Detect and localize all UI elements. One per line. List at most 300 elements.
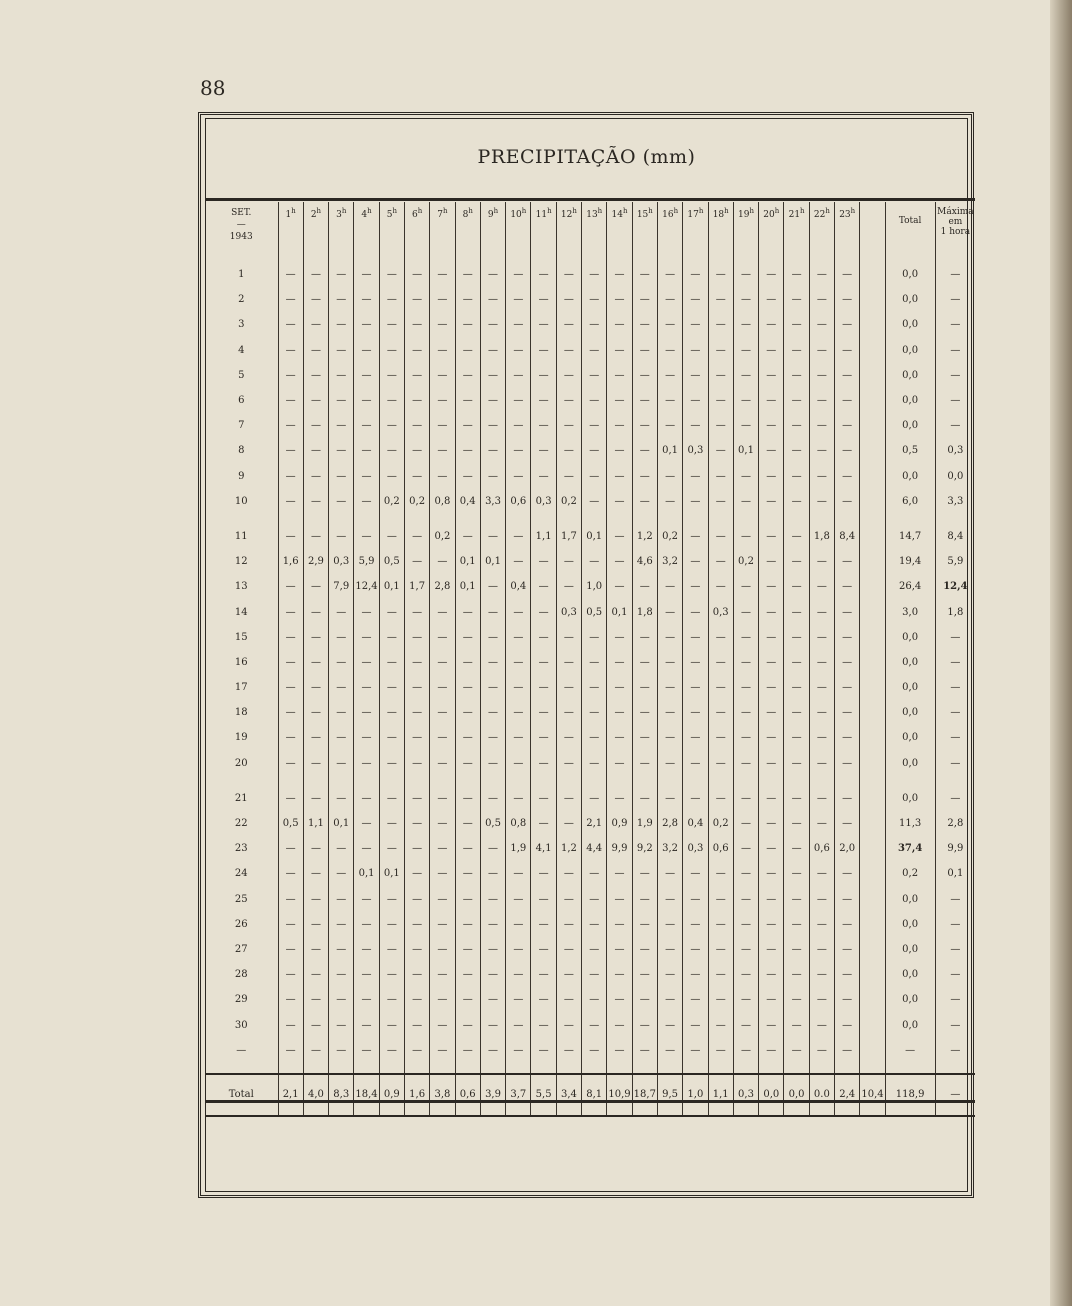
hour-value-cell: 0,6 [809, 836, 834, 861]
hour-value-cell: — [809, 549, 834, 574]
table-row [205, 489, 975, 514]
hour-value-cell-blank [860, 786, 885, 811]
hour-value-cell: — [607, 887, 632, 912]
daily-total-cell: 0,0 [885, 962, 935, 987]
hour-value-cell: — [683, 861, 708, 886]
hour-value-cell: — [657, 1038, 682, 1063]
hour-value-cell: — [607, 1012, 632, 1037]
hour-value-cell: 4,6 [632, 549, 657, 574]
hour-value-cell: — [379, 312, 404, 337]
hour-value-cell: — [278, 524, 303, 549]
hour-value-cell: — [379, 438, 404, 463]
totals-max-cell: — [935, 1074, 975, 1116]
daily-total-cell: 0,0 [885, 1012, 935, 1037]
hour-value-cell: — [531, 912, 556, 937]
day-cell: 11 [234, 530, 248, 542]
hour-value-cell: — [733, 887, 758, 912]
hour-value-cell: — [354, 464, 379, 489]
hour-value-cell: — [759, 1012, 784, 1037]
hour-value-cell: — [430, 887, 455, 912]
hour-value-cell: — [759, 338, 784, 363]
hour-value-cell: 0,2 [430, 524, 455, 549]
hour-value-cell: — [506, 912, 531, 937]
hour-value-cell: — [582, 700, 607, 725]
hour-value-cell: — [759, 836, 784, 861]
hour-value-cell: — [354, 625, 379, 650]
hour-value-cell: — [430, 625, 455, 650]
hour-value-cell: — [556, 338, 581, 363]
hour-value-cell: — [556, 786, 581, 811]
hour-value-cell: — [480, 262, 505, 287]
hour-value-cell: — [531, 574, 556, 599]
day-cell: — [236, 1044, 247, 1056]
hour-value-cell: — [379, 287, 404, 312]
hour-value-cell: — [809, 751, 834, 776]
day-cell: 26 [234, 918, 248, 930]
hour-value-cell: — [809, 912, 834, 937]
hour-value-cell: — [278, 413, 303, 438]
hour-value-cell: — [556, 1038, 581, 1063]
hour-value-cell: 0,1 [354, 861, 379, 886]
hour-value-cell: — [683, 962, 708, 987]
hour-value-cell: — [759, 262, 784, 287]
hour-value-cell: — [607, 524, 632, 549]
hour-value-cell-blank [860, 363, 885, 388]
hour-value-cell: — [657, 912, 682, 937]
hour-value-cell: — [708, 887, 733, 912]
hour-value-cell: — [835, 675, 860, 700]
hour-value-cell: — [278, 363, 303, 388]
hour-value-cell: — [784, 1038, 809, 1063]
hour-value-cell: — [379, 811, 404, 836]
hour-value-cell: — [582, 786, 607, 811]
hour-value-cell: — [556, 464, 581, 489]
hour-value-cell: — [480, 287, 505, 312]
hour-value-cell: — [278, 574, 303, 599]
hour-value-cell: — [354, 1038, 379, 1063]
hour-value-cell: — [733, 363, 758, 388]
hour-value-cell: — [531, 675, 556, 700]
header-total: Total [885, 202, 935, 262]
hour-total-cell: 0,3 [733, 1074, 758, 1116]
hour-value-cell: — [531, 312, 556, 337]
hour-value-cell: — [582, 861, 607, 886]
table-row [205, 937, 975, 962]
hour-value-cell-blank [860, 574, 885, 599]
hour-value-cell: 0,3 [556, 599, 581, 624]
hour-value-cell: — [632, 937, 657, 962]
daily-total-cell: 3,0 [885, 599, 935, 624]
hour-value-cell: — [733, 987, 758, 1012]
hour-value-cell: — [657, 464, 682, 489]
daily-total-cell: 26,4 [885, 574, 935, 599]
hour-value-cell: — [455, 363, 480, 388]
hour-value-cell: — [835, 574, 860, 599]
hour-value-cell-blank [860, 1012, 885, 1037]
hour-value-cell: — [657, 650, 682, 675]
hour-value-cell-blank [860, 1038, 885, 1063]
hour-value-cell: — [480, 388, 505, 413]
hour-value-cell: — [733, 811, 758, 836]
hour-value-cell: — [733, 312, 758, 337]
hour-value-cell: — [733, 388, 758, 413]
hour-value-cell: — [278, 599, 303, 624]
hour-value-cell: — [404, 388, 429, 413]
daily-total-cell: 0,0 [885, 363, 935, 388]
hour-value-cell: — [607, 650, 632, 675]
hour-value-cell: — [430, 811, 455, 836]
hour-total-cell: 1,6 [404, 1074, 429, 1116]
hour-value-cell: — [708, 388, 733, 413]
hour-value-cell: — [809, 625, 834, 650]
hour-value-cell: — [278, 650, 303, 675]
hour-value-cell: — [683, 599, 708, 624]
row-spacer [205, 514, 975, 524]
hour-value-cell: — [784, 489, 809, 514]
daily-total-cell: 0,0 [885, 312, 935, 337]
hour-value-cell: — [329, 861, 354, 886]
hour-value-cell: — [303, 962, 328, 987]
hour-value-cell: — [303, 650, 328, 675]
hour-value-cell: — [303, 751, 328, 776]
hour-value-cell: — [733, 861, 758, 886]
hour-value-cell: — [607, 751, 632, 776]
precipitation-table [205, 202, 975, 1117]
daily-max-cell: — [935, 388, 975, 413]
daily-max-cell: 9,9 [935, 836, 975, 861]
hour-value-cell: — [784, 262, 809, 287]
hour-value-cell: — [278, 786, 303, 811]
hour-value-cell: 1,7 [556, 524, 581, 549]
daily-max-cell: — [935, 887, 975, 912]
hour-value-cell: — [632, 861, 657, 886]
hour-value-cell: 1,9 [632, 811, 657, 836]
hour-value-cell: — [556, 811, 581, 836]
hour-value-cell: — [657, 937, 682, 962]
hour-value-cell: — [278, 287, 303, 312]
hour-value-cell: — [506, 599, 531, 624]
hour-value-cell: — [759, 549, 784, 574]
hour-value-cell: — [379, 786, 404, 811]
hour-value-cell: — [404, 962, 429, 987]
hour-value-cell: — [404, 524, 429, 549]
totals-row [205, 1074, 975, 1116]
hour-value-cell: 0,6 [506, 489, 531, 514]
hour-value-cell: — [632, 700, 657, 725]
header-hour-6: 6$^h$ [404, 202, 429, 262]
hour-value-cell: — [733, 751, 758, 776]
hour-value-cell: 0,5 [480, 811, 505, 836]
hour-value-cell: 0,2 [556, 489, 581, 514]
hour-value-cell: — [354, 338, 379, 363]
hour-value-cell: — [430, 599, 455, 624]
hour-value-cell: — [582, 962, 607, 987]
hour-value-cell: — [354, 725, 379, 750]
hour-value-cell: — [835, 287, 860, 312]
hour-value-cell: 9,2 [632, 836, 657, 861]
hour-value-cell: — [759, 363, 784, 388]
hour-value-cell: — [278, 937, 303, 962]
table-row [205, 549, 975, 574]
table-header-row [205, 202, 975, 262]
hour-value-cell: — [379, 625, 404, 650]
hour-value-cell: — [329, 489, 354, 514]
hour-value-cell: 0,4 [455, 489, 480, 514]
hour-value-cell: 0,6 [708, 836, 733, 861]
hour-total-cell: 0,9 [379, 1074, 404, 1116]
table-row [205, 987, 975, 1012]
day-cell: 25 [234, 893, 248, 905]
table-row [205, 574, 975, 599]
hour-value-cell: — [278, 1012, 303, 1037]
hour-value-cell: — [809, 887, 834, 912]
hour-value-cell: — [835, 312, 860, 337]
hour-value-cell: — [329, 599, 354, 624]
hour-value-cell: — [683, 489, 708, 514]
hour-value-cell: 0,9 [607, 811, 632, 836]
hour-value-cell: — [506, 524, 531, 549]
hour-value-cell: — [607, 725, 632, 750]
day-cell: 27 [234, 943, 248, 955]
daily-max-cell: 0,3 [935, 438, 975, 463]
hour-value-cell: — [303, 413, 328, 438]
hour-value-cell: — [835, 937, 860, 962]
hour-value-cell: — [354, 836, 379, 861]
daily-total-cell: 0,0 [885, 413, 935, 438]
hour-value-cell: — [404, 1012, 429, 1037]
hour-total-cell: 1,0 [683, 1074, 708, 1116]
hour-total-cell: 2,1 [278, 1074, 303, 1116]
hour-value-cell: — [835, 599, 860, 624]
hour-value-cell: — [809, 574, 834, 599]
hour-value-cell: — [506, 287, 531, 312]
hour-value-cell: — [303, 388, 328, 413]
hour-value-cell-blank [860, 811, 885, 836]
hour-value-cell: — [430, 413, 455, 438]
hour-value-cell: — [733, 1038, 758, 1063]
hour-value-cell: — [531, 464, 556, 489]
hour-total-cell: 18,7 [632, 1074, 657, 1116]
hour-value-cell: — [278, 700, 303, 725]
hour-value-cell: — [379, 650, 404, 675]
hour-value-cell: 1,2 [556, 836, 581, 861]
hour-value-cell: — [556, 912, 581, 937]
hour-value-cell: — [430, 786, 455, 811]
hour-value-cell: — [354, 599, 379, 624]
hour-value-cell: — [582, 363, 607, 388]
hour-value-cell: — [354, 438, 379, 463]
hour-value-cell: — [708, 287, 733, 312]
hour-value-cell: — [480, 912, 505, 937]
day-cell: 23 [234, 843, 248, 855]
hour-value-cell: — [354, 937, 379, 962]
daily-total-cell: — [885, 1038, 935, 1063]
hour-value-cell: — [404, 836, 429, 861]
hour-value-cell: — [506, 464, 531, 489]
hour-value-cell: 0,5 [278, 811, 303, 836]
hour-value-cell: — [809, 287, 834, 312]
hour-value-cell: — [531, 751, 556, 776]
hour-value-cell: — [354, 887, 379, 912]
hour-value-cell: — [607, 338, 632, 363]
table-title: PRECIPITAÇÃO (mm) [477, 146, 696, 168]
hour-value-cell: — [430, 312, 455, 337]
daily-max-cell: 3,3 [935, 489, 975, 514]
hour-value-cell: 0,8 [506, 811, 531, 836]
hour-value-cell: — [556, 1012, 581, 1037]
hour-value-cell: — [379, 912, 404, 937]
hour-value-cell: 2,8 [430, 574, 455, 599]
hour-value-cell: — [582, 912, 607, 937]
hour-value-cell: — [607, 937, 632, 962]
hour-value-cell: — [607, 574, 632, 599]
header-hour-14: 14$^h$ [607, 202, 632, 262]
hour-value-cell: — [480, 725, 505, 750]
hour-value-cell: — [278, 625, 303, 650]
day-cell: 19 [234, 732, 248, 744]
daily-max-cell: — [935, 786, 975, 811]
daily-max-cell: — [935, 937, 975, 962]
hour-value-cell: — [278, 438, 303, 463]
hour-value-cell: — [835, 464, 860, 489]
hour-value-cell: — [506, 937, 531, 962]
daily-max-cell: — [935, 1038, 975, 1063]
hour-value-cell: 2,1 [582, 811, 607, 836]
hour-value-cell: — [455, 861, 480, 886]
hour-value-cell-blank [860, 912, 885, 937]
hour-value-cell: — [430, 675, 455, 700]
hour-value-cell: — [657, 987, 682, 1012]
hour-value-cell-blank [860, 549, 885, 574]
hour-value-cell: — [379, 700, 404, 725]
hour-value-cell: — [278, 962, 303, 987]
hour-value-cell: — [683, 338, 708, 363]
hour-value-cell: — [329, 725, 354, 750]
hour-value-cell: — [506, 650, 531, 675]
hour-value-cell: — [809, 786, 834, 811]
daily-max-cell: — [935, 700, 975, 725]
hour-value-cell: 0,3 [708, 599, 733, 624]
hour-value-cell: — [455, 786, 480, 811]
hour-value-cell: — [278, 464, 303, 489]
hour-value-cell: — [354, 811, 379, 836]
hour-value-cell: — [657, 338, 682, 363]
hour-value-cell: — [329, 937, 354, 962]
header-hour-4: 4$^h$ [354, 202, 379, 262]
hour-value-cell: — [455, 464, 480, 489]
hour-value-cell: — [607, 549, 632, 574]
hour-value-cell: — [582, 388, 607, 413]
hour-value-cell: 0,2 [404, 489, 429, 514]
hour-value-cell: — [531, 650, 556, 675]
hour-value-cell: — [354, 312, 379, 337]
hour-value-cell: — [835, 413, 860, 438]
hour-value-cell: — [835, 962, 860, 987]
hour-value-cell: — [607, 962, 632, 987]
hour-value-cell: — [809, 1012, 834, 1037]
hour-value-cell: — [430, 1012, 455, 1037]
hour-value-cell: — [683, 312, 708, 337]
hour-value-cell: 5,9 [354, 549, 379, 574]
hour-value-cell: — [329, 887, 354, 912]
hour-value-cell: — [303, 937, 328, 962]
hour-value-cell: — [683, 287, 708, 312]
hour-value-cell: — [708, 751, 733, 776]
hour-value-cell: — [303, 700, 328, 725]
hour-value-cell: — [759, 1038, 784, 1063]
hour-value-cell: — [632, 312, 657, 337]
table-row [205, 700, 975, 725]
hour-value-cell: — [455, 1038, 480, 1063]
hour-total-cell: 8,3 [329, 1074, 354, 1116]
hour-value-cell: — [784, 836, 809, 861]
daily-max-cell: — [935, 413, 975, 438]
hour-value-cell: — [835, 438, 860, 463]
hour-value-cell: — [809, 1038, 834, 1063]
table-row [205, 1038, 975, 1063]
hour-value-cell: — [733, 650, 758, 675]
hour-value-cell: — [430, 912, 455, 937]
hour-value-cell: 2,9 [303, 549, 328, 574]
hour-value-cell: — [708, 861, 733, 886]
hour-value-cell: — [657, 413, 682, 438]
hour-value-cell: — [809, 413, 834, 438]
table-row [205, 836, 975, 861]
hour-value-cell: — [708, 675, 733, 700]
totals-label: Total [205, 1074, 278, 1116]
hour-value-cell: — [607, 625, 632, 650]
hour-value-cell: — [329, 1038, 354, 1063]
hour-value-cell: — [632, 912, 657, 937]
hour-value-cell: — [784, 625, 809, 650]
hour-value-cell: — [379, 413, 404, 438]
day-cell: 17 [234, 682, 248, 694]
hour-value-cell: — [835, 262, 860, 287]
hour-value-cell: — [835, 388, 860, 413]
hour-value-cell: — [657, 287, 682, 312]
hour-value-cell: 1,2 [632, 524, 657, 549]
hour-value-cell-blank [860, 751, 885, 776]
hour-value-cell-blank [860, 675, 885, 700]
hour-value-cell: — [354, 524, 379, 549]
hour-value-cell-blank [860, 464, 885, 489]
day-cell: 13 [234, 581, 248, 593]
hour-value-cell: — [784, 599, 809, 624]
hour-value-cell: 0,2 [708, 811, 733, 836]
hour-value-cell: — [809, 363, 834, 388]
hour-value-cell: — [455, 312, 480, 337]
hour-value-cell: — [657, 388, 682, 413]
hour-value-cell: — [759, 887, 784, 912]
hour-value-cell: — [531, 962, 556, 987]
hour-value-cell: — [683, 413, 708, 438]
hour-value-cell: — [404, 312, 429, 337]
daily-total-cell: 0,0 [885, 786, 935, 811]
hour-value-cell: — [430, 287, 455, 312]
hour-value-cell: — [430, 262, 455, 287]
hour-value-cell: — [404, 549, 429, 574]
hour-total-cell: 0.0 [809, 1074, 834, 1116]
hour-value-cell: — [303, 625, 328, 650]
hour-value-cell: — [303, 675, 328, 700]
hour-value-cell: — [278, 912, 303, 937]
hour-value-cell: — [632, 287, 657, 312]
hour-value-cell: — [784, 700, 809, 725]
hour-value-cell: — [354, 675, 379, 700]
hour-value-cell: 3,3 [480, 489, 505, 514]
hour-value-cell: — [784, 438, 809, 463]
hour-value-cell: — [607, 912, 632, 937]
